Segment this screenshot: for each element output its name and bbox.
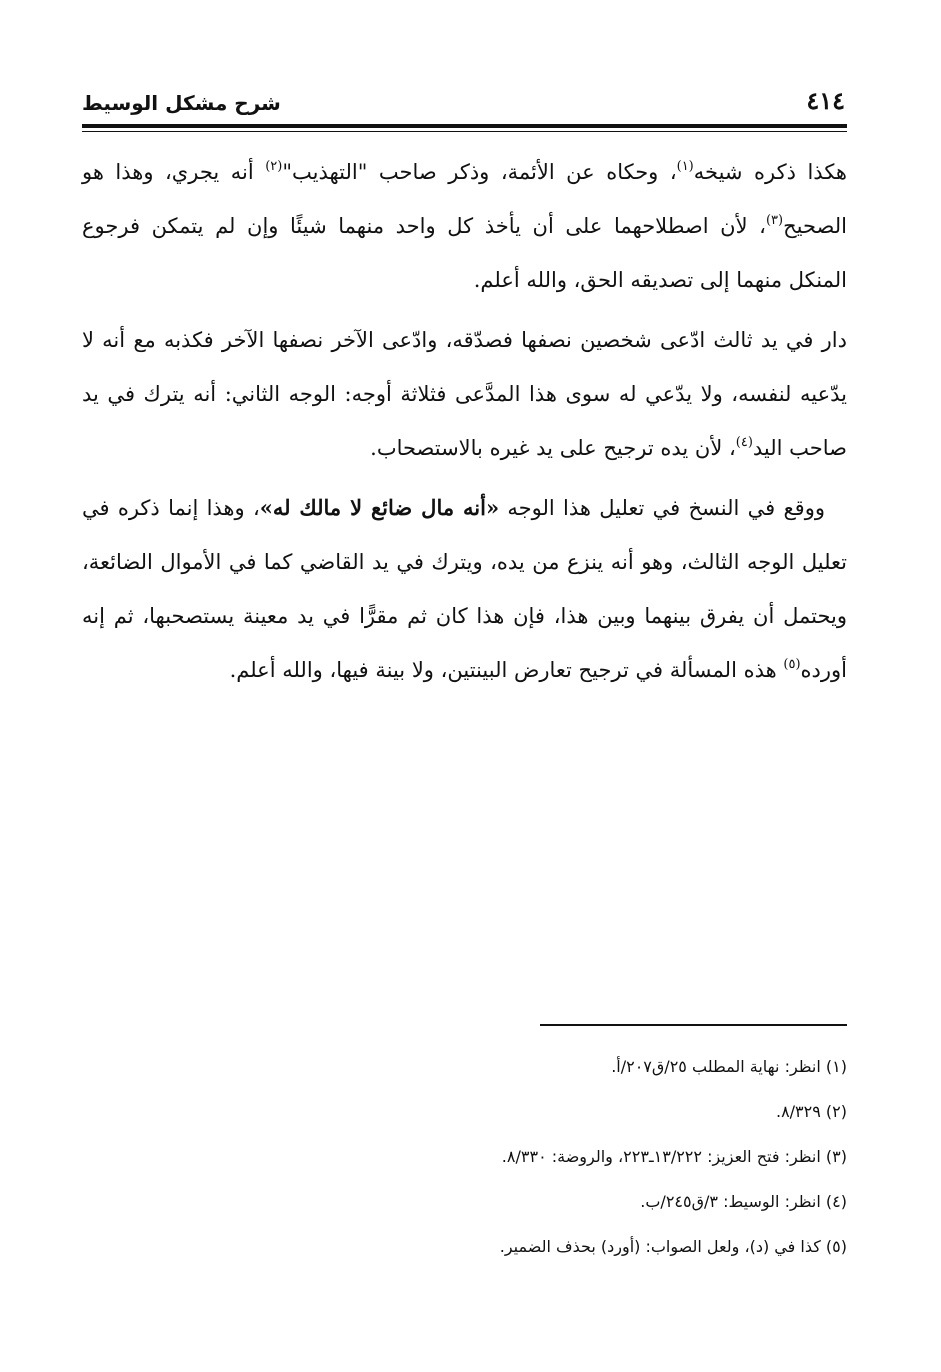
- paragraph: [82, 481, 847, 697]
- paragraph-text: هذه المسألة في ترجيح تعارض البينتين، ولا بينة فيها، والله أعلم.: [229, 658, 784, 682]
- paragraph-text: ، وهذا إنما ذكره في تعليل الوجه الثالث، وهو أنه ينزع من يده، ويترك في يد القاضي كما في الأموال الضائعة، ويحتمل أن يفرق بينهما وبين هذا، فإن هذا كان ثم مقرًّا في يد معينة يستصحبها، ثم إنه أورده: [82, 496, 847, 682]
- footnote-separator: [540, 1024, 847, 1026]
- paragraph-text: هكذا ذكره شيخه: [693, 160, 847, 184]
- paragraph: [82, 145, 847, 307]
- paragraph-text: ، لأن يده ترجيح على يد غيره بالاستصحاب.: [370, 436, 736, 460]
- footnote-ref: (٥): [783, 657, 801, 672]
- footnote-item: (١) انظر: نهاية المطلب ٢٥/ق٢٠٧/أ.: [611, 1057, 847, 1076]
- paragraph-text: ووقع في النسخ في تعليل هذا الوجه: [499, 496, 825, 520]
- paragraph-text: دار في يد ثالث ادّعى شخصين نصفها فصدّقه، وادّعى الآخر نصفها الآخر فكذبه مع أنه لا يدّعيه لنفسه، ولا يدّعي له سوى هذا المدَّعى فثلاثة أوجه: الوجه الثاني: أنه يترك في يد صاحب اليد: [82, 328, 847, 460]
- footnote-ref: (٢): [265, 159, 283, 174]
- header-rule-thin: [82, 131, 847, 132]
- quoted-phrase: «أنه مال ضائع لا مالك له»: [259, 495, 500, 520]
- paragraph-text: أنه يجري، وهذا هو الصحيح: [82, 160, 847, 238]
- paragraph-text: ، وحكاه عن الأئمة، وذكر صاحب "التهذيب": [282, 160, 677, 184]
- main-text: [82, 145, 847, 697]
- paragraph-text: ، لأن اصطلاحهما على أن يأخذ كل واحد منهما شيئًا وإن لم يتمكن فرجوع المنكل منهما إلى تصديقه الحق، والله أعلم.: [82, 214, 847, 292]
- page-number: ٤١٤: [806, 86, 845, 115]
- footnote-ref: (٣): [765, 213, 784, 228]
- page-header: [82, 88, 845, 122]
- running-title: شرح مشكل الوسيط: [82, 91, 281, 115]
- footnote-item: (٥) كذا في (د)، ولعل الصواب: (أورد) بحذف الضمير.: [499, 1237, 847, 1256]
- footnote-item: (٢) ٨/٣٢٩.: [775, 1102, 847, 1121]
- footnotes: [82, 1044, 847, 1269]
- footnote-ref: (١): [676, 159, 694, 174]
- header-rule-thick: [82, 124, 847, 128]
- footnote-item: (٣) انظر: فتح العزيز: ١٣/٢٢٢ـ٢٢٣، والروضة: ٨/٣٣٠.: [501, 1147, 847, 1166]
- footnote-item: (٤) انظر: الوسيط: ٣/ق٢٤٥/ب.: [640, 1192, 847, 1211]
- footnote-ref: (٤): [735, 435, 753, 450]
- paragraph: [82, 313, 847, 475]
